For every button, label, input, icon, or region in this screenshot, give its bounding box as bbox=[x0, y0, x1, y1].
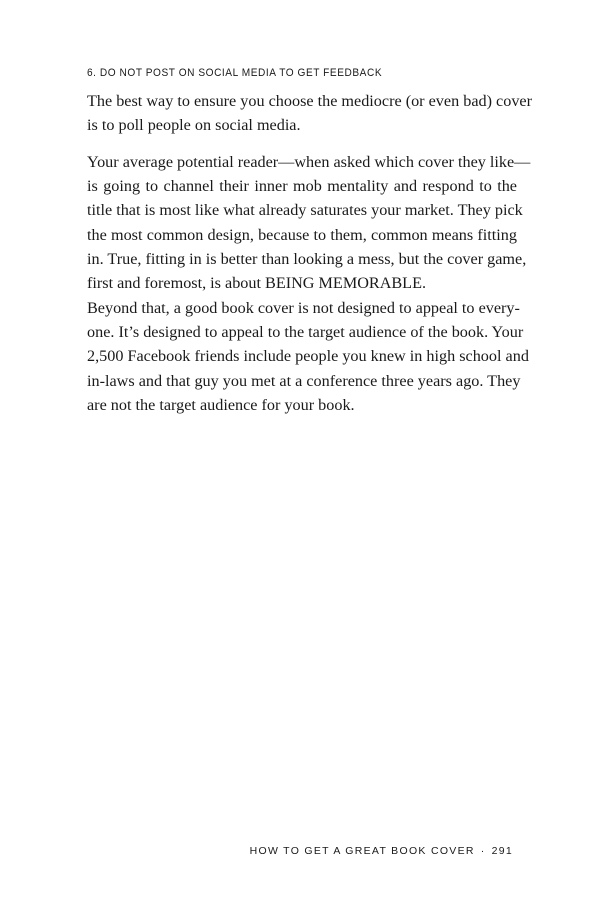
paragraph-line: title that is most like what already saturates your market. They pick bbox=[87, 201, 523, 220]
paragraph-line: one. It’s designed to appeal to the target audience of the book. Your bbox=[87, 323, 524, 342]
running-title: HOW TO GET A GREAT BOOK COVER bbox=[249, 845, 475, 857]
paragraph-line: in-laws and that guy you met at a conference three years ago. They bbox=[87, 371, 521, 390]
paragraph-1 bbox=[87, 89, 532, 137]
paragraph-line: are not the target audience for your book. bbox=[87, 395, 355, 414]
paragraph-3 bbox=[87, 296, 529, 417]
paragraph-2 bbox=[87, 150, 531, 295]
paragraph-line: Your average potential reader—when asked which cover they like— bbox=[87, 153, 531, 171]
page-number: 291 bbox=[491, 845, 513, 857]
paragraph-line: The best way to ensure you choose the mediocre (or even bad) cover bbox=[87, 92, 532, 110]
paragraph-line: Beyond that, a good book cover is not designed to appeal to every- bbox=[87, 299, 520, 317]
footer-separator: · bbox=[480, 845, 486, 857]
running-footer bbox=[250, 845, 513, 857]
paragraph-line: is going to channel their inner mob mentality and respond to the bbox=[87, 177, 517, 196]
paragraph-line: first and foremost, is about BEING MEMORABLE. bbox=[87, 274, 427, 293]
paragraph-line: in. True, fitting in is better than looking a mess, but the cover game, bbox=[87, 249, 527, 268]
paragraph-line: is to poll people on social media. bbox=[87, 116, 301, 135]
paragraph-line: the most common design, because to them, common means fitting bbox=[87, 225, 517, 244]
section-heading: 6. DO NOT POST ON SOCIAL MEDIA TO GET FEEDBACK bbox=[87, 67, 383, 79]
paragraph-line: 2,500 Facebook friends include people you knew in high school and bbox=[87, 347, 529, 366]
